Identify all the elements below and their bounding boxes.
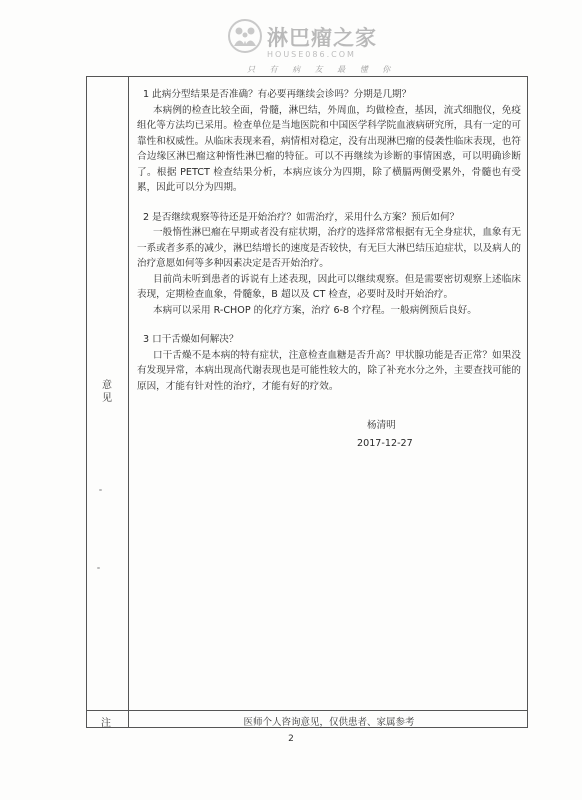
column-divider — [128, 77, 129, 727]
answer-paragraph: 本病例的检查比较全面，骨髓，淋巴结，外周血，均做检查，基因，流式细胞仪，免疫组化等方法均已采用。检查单位是当地医院和中国医学科学院血液病研究所，具有一定的可靠性和权威性。从临床表现来看，病情相对稳定，没有出现淋巴瘤的侵袭性临床表现，也符合边缘区淋巴瘤这种惰性淋巴瘤的特征。可以不再继续为诊断的事情困惑，可以明确诊断了。根据 PETCT 检查结果分析，本病应该分为四期，除了横膈两侧受累外，骨髓也有受累，因此可以分为四期。 — [137, 104, 521, 193]
note-text: 医师个人咨询意见，仅供患者、家属参考 — [243, 717, 415, 728]
scan-speck — [97, 567, 100, 569]
opinion-content — [137, 87, 521, 408]
question-section-1 — [137, 87, 521, 196]
row-divider — [87, 710, 527, 711]
watermark-logo — [205, 14, 395, 76]
answer-paragraph: 一般惰性淋巴瘤在早期或者没有症状期，治疗的选择常常根据有无全身症状，血象有无一系或者多系的减少，淋巴结增长的速度是否较快，有无巨大淋巴结压迫症状，以及病人的治疗意愿如何等多种因素决定是否开始治疗。 — [137, 227, 521, 269]
family-logo-icon — [227, 18, 263, 54]
page-number: 2 — [288, 734, 294, 744]
watermark-slogan: 只 有 病 友 最 懂 你 — [247, 65, 397, 74]
answer-paragraph: 口干舌燥不是本病的特有症状，注意检查血糖是否升高？甲状腺功能是否正常？如果没有发现异常，本病出现高代谢表现也是可能性较大的，除了补充水分之外，主要查找可能的原因，才能有针对性的治疗，才能有好的疗效。 — [137, 349, 521, 392]
watermark-url: HOUSE086.COM — [267, 50, 356, 59]
question-3: 3 口干舌燥如何解决？ — [143, 334, 239, 345]
question-section-2 — [137, 210, 521, 319]
signature-date: 2017-12-27 — [357, 438, 413, 449]
question-1: 1 此病分型结果是否准确？有必要再继续会诊吗？分期是几期？ — [143, 89, 412, 100]
signature-block — [357, 417, 413, 453]
question-section-3 — [137, 332, 521, 394]
answer-paragraph: 目前尚未听到患者的诉说有上述表现，因此可以继续观察。但是需要密切观察上述临床表现，定期检查血象，骨髓象，B 超以及 CT 检查，必要时及时开始治疗。 — [137, 273, 521, 300]
opinion-form-table — [86, 76, 528, 728]
opinion-label: 意见 — [102, 380, 112, 404]
doctor-name: 杨清明 — [367, 420, 396, 431]
scan-speck — [99, 489, 102, 491]
question-2: 2 是否继续观察等待还是开始治疗？如需治疗，采用什么方案？预后如何？ — [143, 211, 460, 223]
watermark-title: 淋巴瘤之家 — [267, 26, 377, 50]
note-label: 注 — [101, 718, 111, 729]
answer-paragraph: 本病可以采用 R-CHOP 的化疗方案，治疗 6-8 个疗程。一般病例预后良好。 — [153, 304, 477, 316]
